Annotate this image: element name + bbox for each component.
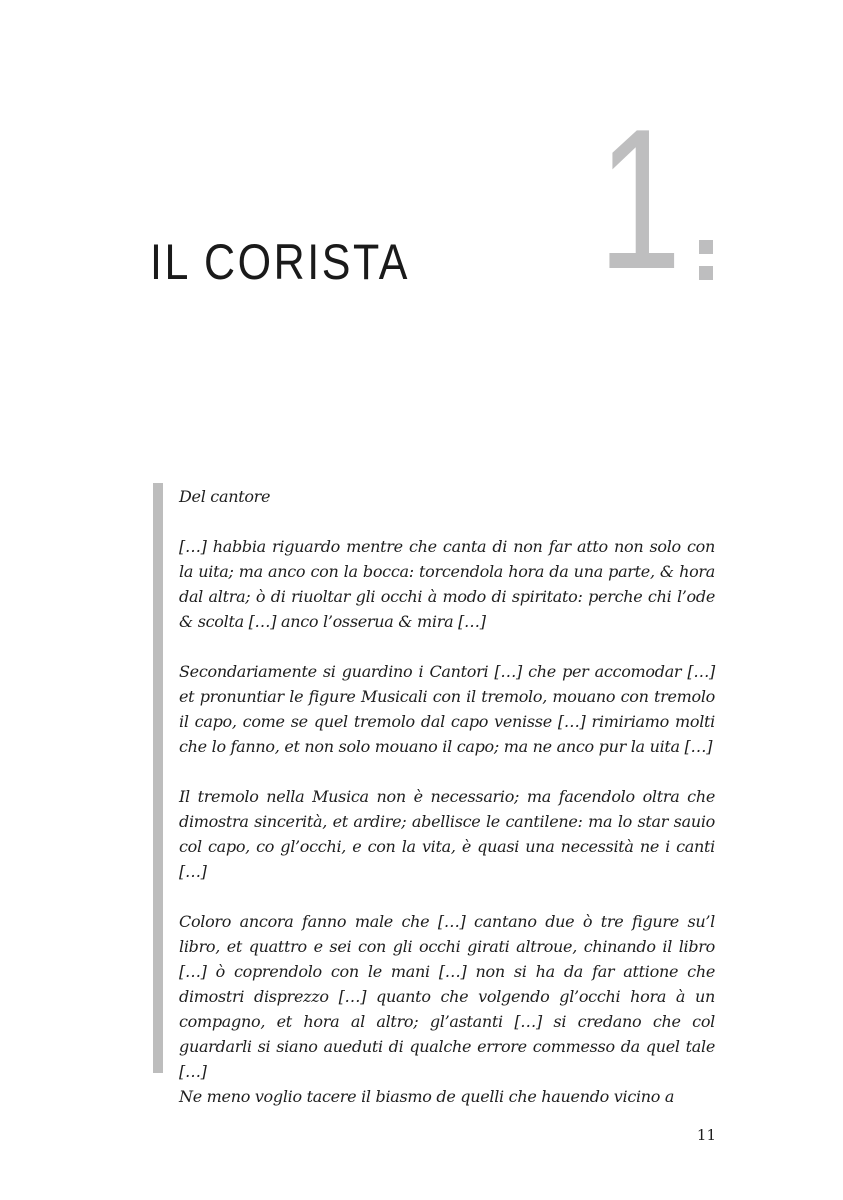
- quote-paragraph: Coloro ancora fanno male che […] cantano due ò tre figure su’l libro, et quattro e sei con gli occhi girati altroue, chinando il libro […] ò coprendolo con le mani […] non si ha da far attione che dimostri disprezzo […] quanto che volgendo gl’occhi hora à un compagno, et hora al altro; gl’astanti […] si credano che col guardarli si siano aueduti di qualche errore commesso da quel tale […]: [179, 912, 715, 1081]
- colon-dot-bottom: [699, 266, 713, 280]
- chapter-number-colon: [697, 236, 717, 284]
- quote-block: [179, 484, 715, 1109]
- quote-paragraph: Il tremolo nella Musica non è necessario; ma facendolo oltra che dimostra sincerità, et ardire; abellisce le cantilene: ma lo star sauio col capo, co gl’occhi, e con la vita, è quasi una necessità ne i canti […]: [179, 787, 715, 881]
- chapter-title: IL CORISTA: [150, 234, 410, 290]
- page-number: 11: [696, 1126, 716, 1144]
- chapter-number: 1: [598, 88, 682, 311]
- quote-heading: Del cantore: [179, 487, 271, 506]
- quote-side-bar: [153, 483, 163, 1073]
- quote-paragraph: Ne meno voglio tacere il biasmo de quelli che hauendo vicino a: [179, 1087, 675, 1106]
- quote-paragraph: Secondariamente si guardino i Cantori […] che per accomodar […] et pronuntiar le figure Musicali con il tremolo, mouano con tremolo il capo, come se quel tremolo dal capo venisse […] rimiriamo molti che lo fanno, et non solo mouano il capo; ma ne anco pur la uita […]: [179, 662, 715, 756]
- colon-dot-top: [699, 240, 713, 254]
- quote-paragraph: […] habbia riguardo mentre che canta di non far atto non solo con la uita; ma anco con la bocca: torcendola hora da una parte, & hora dal altra; ò di riuoltar gli occhi à modo di spiritato: perche chi l’ode & scolta […] anco l’osserua & mira […]: [179, 537, 715, 631]
